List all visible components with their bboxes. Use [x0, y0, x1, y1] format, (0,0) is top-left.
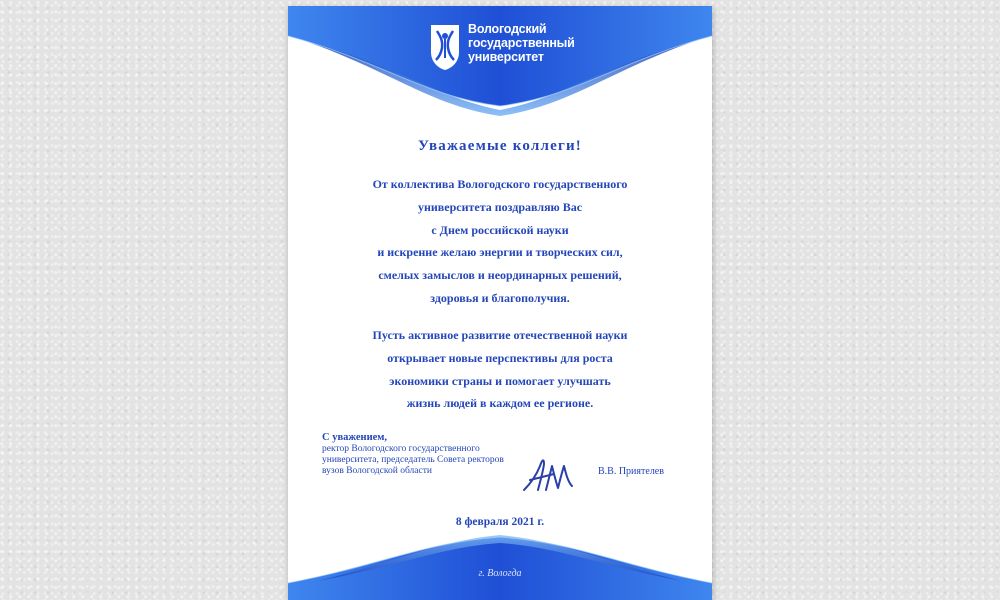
wish-paragraph	[288, 324, 712, 415]
university-emblem-icon	[428, 22, 462, 72]
logo-line-1: Вологодский	[468, 22, 547, 36]
handwritten-signature	[520, 454, 576, 496]
paragraph-line: смелых замыслов и неординарных решений,	[378, 268, 622, 283]
paragraph-line: Пусть активное развитие отечественной науки	[372, 328, 628, 342]
signer-position-line: вузов Вологодской области	[322, 466, 432, 476]
signer-position-line: ректор Вологодского государственного	[322, 444, 480, 454]
letter-date: 8 февраля 2021 г.	[455, 516, 545, 528]
letter-page	[288, 6, 712, 600]
paragraph-line: здоровья и благополучия.	[430, 290, 570, 305]
signature-block	[322, 432, 504, 477]
paragraph-line: жизнь людей в каждом ее регионе.	[406, 396, 594, 411]
paragraph-line: университета поздравляю Вас	[417, 199, 583, 214]
letter-heading: Уважаемые коллеги!	[417, 138, 583, 154]
logo-line-2: государственный	[468, 36, 575, 50]
paragraph-line: и искренне желаю энергии и творческих сил,	[377, 245, 623, 260]
signer-name: В.В. Приятелев	[598, 466, 664, 477]
university-logo	[428, 22, 575, 72]
closing-greeting: С уважением,	[322, 432, 388, 443]
signer-position-line: университета, председатель Совета ректоров	[322, 455, 504, 465]
paragraph-line: с Днем российской науки	[431, 222, 569, 237]
paragraph-line: экономики страны и помогает улучшать	[389, 373, 611, 388]
paragraph-line: От коллектива Вологодского государственного	[372, 177, 628, 191]
logo-line-3: университет	[468, 50, 544, 64]
city-name: г. Вологда	[478, 568, 522, 579]
greeting-paragraph	[288, 173, 712, 310]
paragraph-line: открывает новые перспективы для роста	[387, 350, 613, 365]
